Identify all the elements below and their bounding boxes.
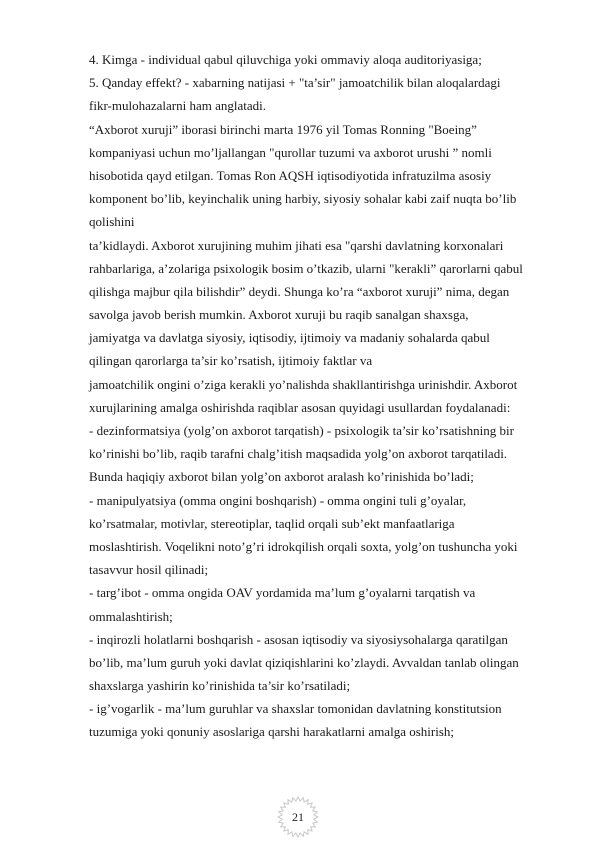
text-line: ko’rinishi bo’lib, raqib tarafni chalg’itish maqsadida yolg’on axborot tarqatiladi.	[89, 446, 508, 462]
text-line: kompaniyasi uchun mo’ljallangan "qurollar tuzumi va axborot urushi ” nomli	[89, 144, 492, 160]
text-line: komponent bo’lib, keyinchalik uning harbiy, siyosiy sohalar kabi zaif nuqta bo’lib	[89, 191, 517, 207]
text-line: qilishga majbur qila bilishdir” deydi. Shunga ko’ra “axborot xuruji” nima, degan	[89, 283, 510, 299]
text-line: - inqirozli holatlarni boshqarish - asosan iqtisodiy va siyosiysohalarga qaratilgan	[89, 631, 508, 647]
text-line: jamoatchilik ongini o’ziga kerakli yo’nalishda shakllantirishga urinishdir. Axborot	[89, 376, 518, 392]
text-line: bo’lib, ma’lum guruh yoki davlat qiziqishlarini ko’zlaydi. Avvaldan tanlab olingan	[89, 654, 519, 670]
text-line: Bunda haqiqiy axborot bilan yolg’on axborot aralash ko’rinishida bo’ladi;	[89, 469, 474, 485]
text-line: 5. Qanday effekt? - xabarning natijasi + "ta’sir" jamoatchilik bilan aloqalardagi	[89, 75, 501, 91]
text-line: tuzumiga yoki qonuniy asoslariga qarshi harakatlarni amalga oshirish;	[89, 724, 454, 740]
text-line: - targ’ibot - omma ongida OAV yordamida ma’lum g’oyalarni tarqatish va	[89, 585, 476, 601]
text-line: savolga javob berish mumkin. Axborot xuruji bu raqib sanalgan shaxsga,	[89, 307, 469, 323]
text-line: moslashtirish. Voqelikni noto’g’ri idrokqilish orqali soxta, yolg’on tushuncha yoki	[89, 538, 518, 554]
text-line: - ig’vogarlik - ma’lum guruhlar va shaxslar tomonidan davlatning konstitutsion	[89, 701, 502, 717]
text-line: “Axborot xuruji” iborasi birinchi marta 1976 yil Tomas Ronning "Boeing”	[89, 121, 477, 137]
text-line: tasavvur hosil qilinadi;	[89, 562, 209, 578]
text-line: qolishini	[89, 214, 135, 230]
text-line: - manipulyatsiya (omma ongini boshqarish) - omma ongini tuli g’oyalar,	[89, 492, 467, 508]
text-line: qilingan qarorlarga ta’sir ko’rsatish, ijtimoiy faktlar va	[89, 353, 373, 369]
text-line: - dezinformatsiya (yolg’on axborot tarqatish) - psixologik ta’sir ko’rsatishning bir	[89, 423, 514, 438]
text-line: xurujlarining amalga oshirishda raqiblar asosan quyidagi usullardan foydalanadi:	[89, 399, 511, 415]
text-line: ta’kidlaydi. Axborot xurujining muhim jihati esa "qarshi davlatning korxonalari	[89, 237, 504, 253]
page-number: 21	[292, 810, 304, 824]
text-line: ko’rsatmalar, motivlar, stereotiplar, taqlid orqali sub’ekt manfaatlariga	[89, 515, 455, 531]
page-number-badge	[277, 796, 319, 838]
text-line: jamiyatga va davlatga siyosiy, iqtisodiy, ijtimoiy va madaniy sohalarda qabul	[89, 330, 490, 346]
text-line: 4. Kimga - individual qabul qiluvchiga yoki ommaviy aloqa auditoriyasiga;	[89, 52, 482, 67]
text-line: rahbarlariga, a’zolariga psixologik bosim o’tkazib, ularni "kerakli” qarorlarni qabul	[89, 260, 523, 276]
text-line: hisobotida qayd etilgan. Tomas Ron AQSH iqtisodiyotida infratuzilma asosiy	[89, 167, 492, 183]
text-line: shaxslarga yashirin ko’rinishida ta’sir ko’rsatiladi;	[89, 678, 351, 694]
text-line: fikr-mulohazalarni ham anglatadi.	[89, 98, 266, 114]
body-text	[89, 48, 559, 744]
text-line: ommalashtirish;	[89, 608, 173, 624]
